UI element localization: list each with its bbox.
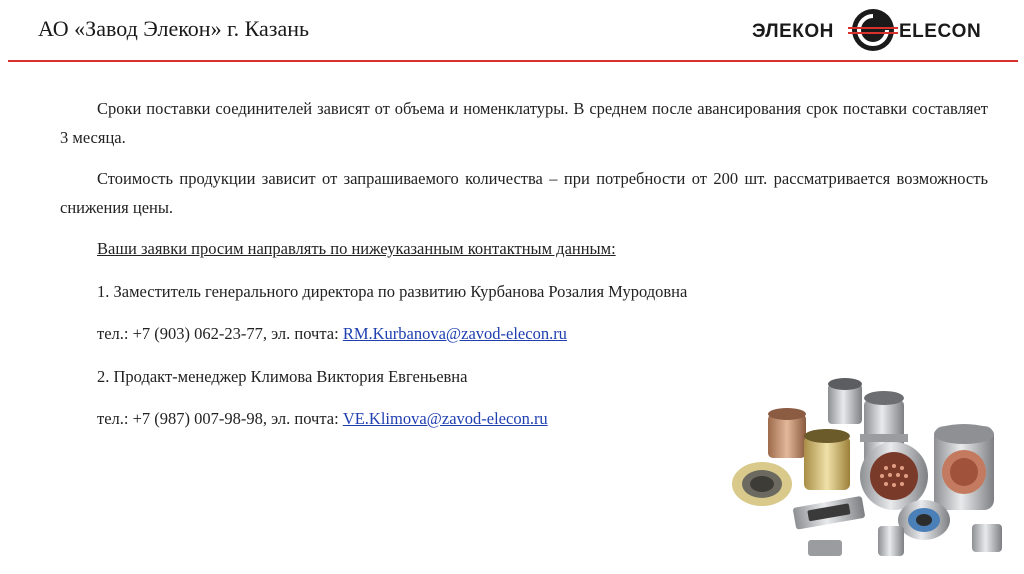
logo-text-right: ELECON — [899, 21, 982, 42]
connector-gold — [804, 429, 850, 490]
page-title: АО «Завод Элекон» г. Казань — [38, 16, 310, 41]
connector-yellow-ring — [732, 462, 792, 506]
logo-text-left: ЭЛЕКОН — [752, 21, 834, 42]
paragraph-price: Стоимость продукции зависит от запрашиваемого количества – при потребности от 200 шт. рассматривается возможность снижения цены. — [60, 169, 988, 217]
contacts-heading — [60, 235, 988, 264]
contact-1-details — [60, 320, 988, 349]
connector-dsub — [793, 496, 866, 530]
contact-2-name: 2. Продакт-менеджер Климова Виктория Евгеньевна — [97, 366, 468, 386]
company-logo — [752, 8, 992, 52]
connector-large-pins — [860, 442, 928, 510]
contact-1-name: 1. Заместитель генерального директора по развитию Курбанова Розалия Муродовна — [97, 281, 688, 301]
connector-silver-top — [828, 378, 862, 424]
connector-blue — [898, 500, 950, 540]
contact-1-email-link[interactable]: RM.Kurbanova@zavod-elecon.ru — [342, 324, 567, 343]
contact-2-phone: тел.: +7 (987) 007-98-98, эл. почта: — [97, 409, 343, 428]
contact-1-phone: тел.: +7 (903) 062-23-77, эл. почта: — [97, 324, 343, 343]
header-divider — [8, 60, 1018, 62]
contact-2-email-link[interactable]: VE.Klimova@zavod-elecon.ru — [342, 409, 548, 428]
connector-copper — [768, 408, 806, 458]
connector-right — [934, 424, 994, 510]
connectors-photo — [728, 374, 1020, 570]
paragraph-delivery: Сроки поставки соединителей зависят от объема и номенклатуры. В среднем после авансирования срок поставки составляет 3 месяца. — [60, 99, 988, 147]
logo-emblem-icon — [848, 9, 898, 51]
contacts-heading-text: Ваши заявки просим направлять по нижеуказанным контактным данным: — [97, 239, 616, 258]
